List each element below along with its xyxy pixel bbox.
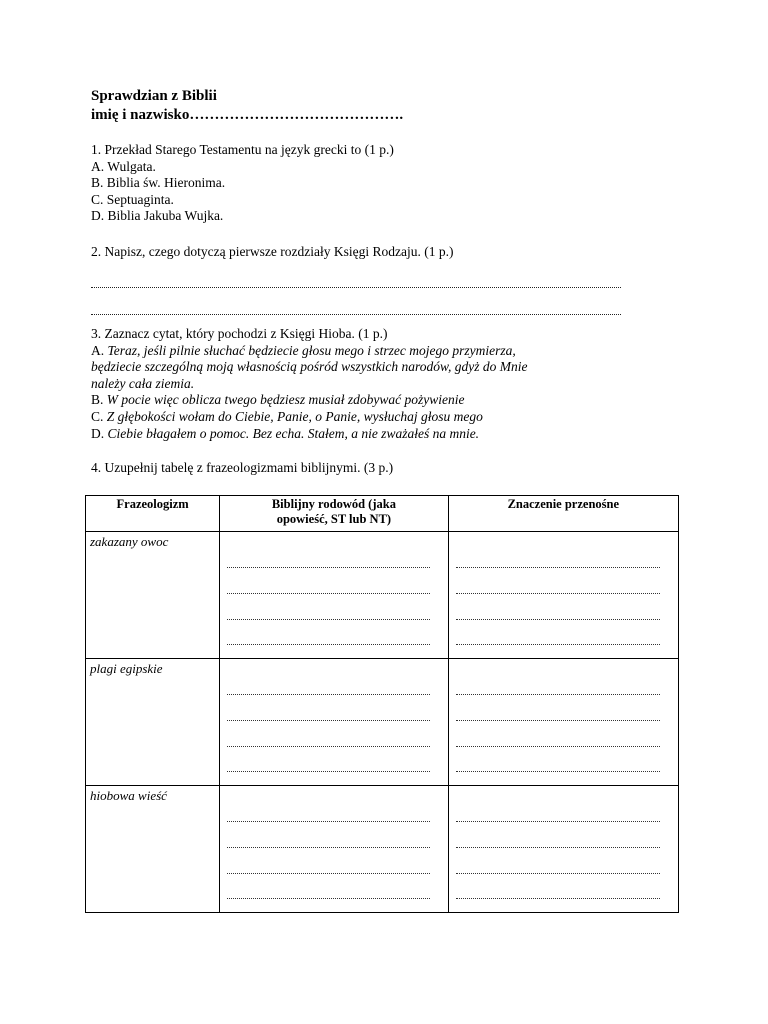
quote-c-text: Z głębokości wołam do Ciebie, Panie, o Panie, wysłuchaj głosu mego bbox=[106, 408, 483, 424]
phrase-cell bbox=[86, 532, 220, 659]
quote-a-prefix: A. bbox=[91, 342, 108, 358]
origin-answer-cell[interactable] bbox=[220, 659, 448, 786]
option-d[interactable]: D. Biblia Jakuba Wujka. bbox=[91, 208, 224, 224]
dotted-line bbox=[456, 593, 660, 594]
dotted-line bbox=[227, 746, 429, 747]
table-row bbox=[86, 659, 679, 786]
option-b[interactable]: B. Biblia św. Hieronima. bbox=[91, 175, 226, 191]
quote-b-prefix: B. bbox=[91, 392, 107, 408]
meaning-answer-cell[interactable] bbox=[448, 786, 678, 913]
origin-answer-cell[interactable] bbox=[220, 786, 448, 913]
quote-d-text: Ciebie błagałem o pomoc. Bez echa. Stałem, a nie zważałeś na mnie. bbox=[107, 425, 480, 441]
quote-d-prefix: D. bbox=[91, 425, 108, 441]
dotted-line bbox=[456, 771, 660, 772]
phrase-text: plagi egipskie bbox=[90, 661, 163, 676]
dotted-line bbox=[227, 619, 429, 620]
question-1-text: 1. Przekład Starego Testamentu na język grecki to (1 p.) bbox=[91, 142, 394, 157]
dotted-line bbox=[227, 771, 429, 772]
dotted-line bbox=[456, 873, 660, 874]
dotted-line bbox=[227, 821, 429, 822]
dotted-line bbox=[456, 720, 660, 721]
question-2 bbox=[91, 244, 454, 261]
dotted-line bbox=[456, 821, 660, 822]
question-4 bbox=[91, 460, 393, 477]
dotted-line bbox=[456, 567, 660, 568]
dotted-line bbox=[227, 593, 429, 594]
header-origin bbox=[220, 496, 448, 532]
dotted-line bbox=[456, 694, 660, 695]
dotted-line bbox=[227, 694, 429, 695]
dotted-line bbox=[227, 720, 429, 721]
quote-a-line3: należy cała ziemia. bbox=[91, 375, 195, 391]
option-a[interactable]: A. Wulgata. bbox=[91, 158, 156, 174]
dotted-line bbox=[456, 847, 660, 848]
question-2-text: 2. Napisz, czego dotyczą pierwsze rozdziały Księgi Rodzaju. (1 p.) bbox=[91, 244, 454, 259]
phrase-text: zakazany owoc bbox=[90, 534, 169, 549]
quote-b[interactable] bbox=[91, 392, 527, 409]
origin-answer-cell[interactable] bbox=[220, 532, 448, 659]
quote-a[interactable] bbox=[91, 343, 527, 360]
dotted-line bbox=[456, 619, 660, 620]
quote-b-text: W pocie więc oblicza twego będziesz musiał zdobywać pożywienie bbox=[106, 392, 465, 408]
title-block bbox=[91, 87, 403, 125]
phrase-cell bbox=[86, 786, 220, 913]
question-3-text: 3. Zaznacz cytat, który pochodzi z Księgi Hioba. (1 p.) bbox=[91, 326, 388, 341]
phraseology-table bbox=[85, 495, 679, 913]
table-row bbox=[86, 786, 679, 913]
quote-c-prefix: C. bbox=[91, 408, 107, 424]
quote-a-line2: będziecie szczególną moją własnością pośród wszystkich narodów, gdyż do Mnie bbox=[91, 359, 528, 375]
quote-d[interactable] bbox=[91, 426, 527, 443]
dotted-line bbox=[456, 644, 660, 645]
phrase-text: hiobowa wieść bbox=[90, 788, 167, 803]
name-field-label: imię i nazwisko……………………………………. bbox=[91, 107, 404, 123]
header-meaning: Znaczenie przenośne bbox=[448, 496, 678, 532]
dotted-line bbox=[456, 898, 660, 899]
header-phrase: Frazeologizm bbox=[86, 496, 220, 532]
phrase-cell bbox=[86, 659, 220, 786]
dotted-line bbox=[227, 567, 429, 568]
answer-line-2[interactable] bbox=[91, 314, 621, 317]
header-origin-line2: opowieść, ST lub NT) bbox=[276, 512, 392, 526]
dotted-line bbox=[227, 644, 429, 645]
meaning-answer-cell[interactable] bbox=[448, 659, 678, 786]
header-origin-line1: Biblijny rodowód (jaka bbox=[271, 497, 396, 511]
quote-a-line1: Teraz, jeśli pilnie słuchać będziecie głosu mego i strzec mojego przymierza, bbox=[107, 342, 516, 358]
dotted-line bbox=[456, 746, 660, 747]
answer-line-1[interactable] bbox=[91, 287, 621, 290]
page-title: Sprawdzian z Biblii bbox=[91, 88, 217, 104]
question-3 bbox=[91, 326, 527, 442]
question-4-text: 4. Uzupełnij tabelę z frazeologizmami biblijnymi. (3 p.) bbox=[91, 460, 394, 475]
option-c[interactable]: C. Septuaginta. bbox=[91, 191, 174, 207]
question-1 bbox=[91, 142, 394, 225]
quote-c[interactable] bbox=[91, 409, 527, 426]
dotted-line bbox=[227, 873, 429, 874]
meaning-answer-cell[interactable] bbox=[448, 532, 678, 659]
table-header-row bbox=[86, 496, 679, 532]
dotted-line bbox=[227, 847, 429, 848]
dotted-line bbox=[227, 898, 429, 899]
table-row bbox=[86, 532, 679, 659]
